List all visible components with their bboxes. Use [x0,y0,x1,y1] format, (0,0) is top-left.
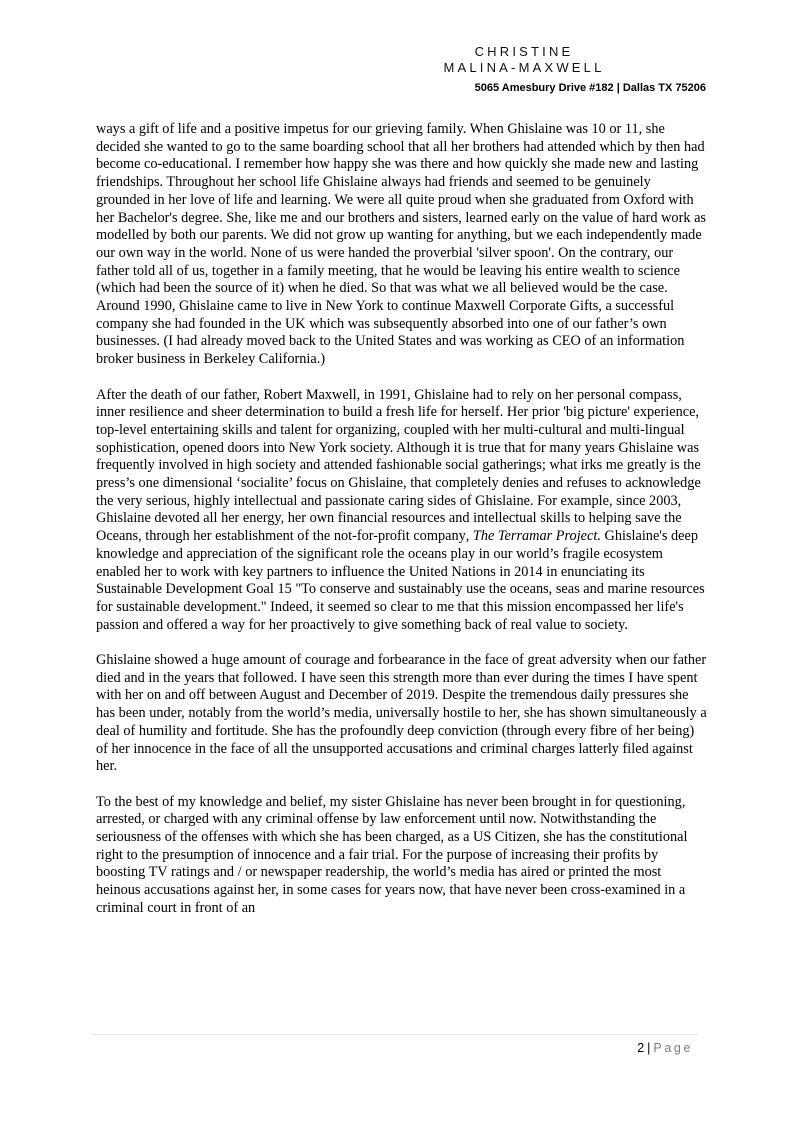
paragraph-2-text-start: After the death of our father, Robert Maxwell, in 1991, Ghislaine had to rely on her personal compass, inner resilience and sheer determination to build a fresh life for herself. Her prior 'big picture' experience, top-level entertaining skills and talent for organizing, coupled with her multi-cultural and multi-lingual sophistication, opened doors into New York society. Although it is true that for many years Ghislaine was frequently involved in high society and attended fashionable social gatherings; what irks me greatly is the press’s one dimensional ‘socialite’ focus on Ghislaine, that completely denies and refuses to acknowledge the very serious, highly intellectual and passionate caring sides of Ghislaine. For example, since 2003, Ghislaine devoted all her energy, her own financial resources and intellectual skills to helping save the Oceans, through her establishment of the not-for-profit company [96,386,701,545]
footer-divider [92,1034,698,1035]
paragraph-1: ways a gift of life and a positive impetus for our grieving family. When Ghislaine was 10 or 11, she decided she wanted to go to the same boarding school that all her brothers had attended which by then had become co-educational. I remember how happy she was there and how quickly she made new and lasting friendships. Throughout her school life Ghislaine always had friends and seemed to be genuinely grounded in her love of life and learning. We were all quite proud when she graduated from Oxford with her Bachelor's degree. She, like me and our brothers and sisters, learned early on the value of hard work as modelled by both our parents. We did not grow up wanting for anything, but we each independently made our own way in the world. None of us were handed the proverbial 'silver spoon'. On the contrary, our father told all of us, together in a family meeting, that he would be leaving his entire wealth to science (which had been the source of it) when he died. So that was what we all believed would be the case. Around 1990, Ghislaine came to live in New York to continue Maxwell Corporate Gifts, a successful company she had founded in the UK which was subsequently absorbed into one of our father’s own businesses. (I had already moved back to the United States and was working as CEO of an information broker business in Berkeley California.) [96,121,706,368]
letterhead [344,44,704,76]
letterhead-address: 5065 Amesbury Drive #182 | Dallas TX 75206 [474,82,706,94]
letterhead-name-last: MALINA-MAXWELL [443,60,605,75]
paragraph-2-text-end: Ghislaine's deep knowledge and appreciation of the significant role the oceans play in our world’s fragile ecosystem enabled her to work with key partners to influence the United Nations in 2014 in enunciating its Sustainable Development Goal 15 "To conserve and sustainably use the oceans, seas and marine resources for sustainable development." Indeed, it seemed so clear to me that this mission encompassed her life's passion and offered a way for her proactively to give something back of real value to society. [96,528,705,633]
page-footer [637,1041,693,1055]
page-separator: | [647,1041,651,1055]
paragraph-4: To the best of my knowledge and belief, my sister Ghislaine has never been brought in for questioning, arrested, or charged with any criminal offense by law enforcement until now. Notwithstanding the seriousness of the offenses with which she has been charged, as a US Citizen, she has the constitutional right to the presumption of innocence and a fair trial. For the purpose of increasing their profits by boosting TV ratings and / or newspaper readership, the world’s media has aired or printed the most heinous accusations against her, in some cases for years now, that have never been cross-examined in a criminal court in front of an [96,793,688,916]
letterhead-name-first: CHRISTINE [474,44,574,59]
paragraph-3: Ghislaine showed a huge amount of courage and forbearance in the face of great adversity when our father died and in the years that followed. I have seen this strength more than ever during the times I have spent with her on and off between August and December of 2019. Despite the tremendous daily pressures she has been under, notably from the world’s media, universally hostile to her, she has shown simultaneously a deal of humility and fortitude. She has the profoundly deep conviction (through every fibre of her being) of her innocence in the face of all the unsupported accusations and criminal charges latterly filed against her. [96,652,707,775]
page-label: Page [653,1041,693,1055]
terramar-project-name: , The Terramar Project. [465,528,601,545]
paragraph-2 [96,387,708,635]
letter-body [96,121,708,935]
page-number: 2 [637,1041,645,1055]
